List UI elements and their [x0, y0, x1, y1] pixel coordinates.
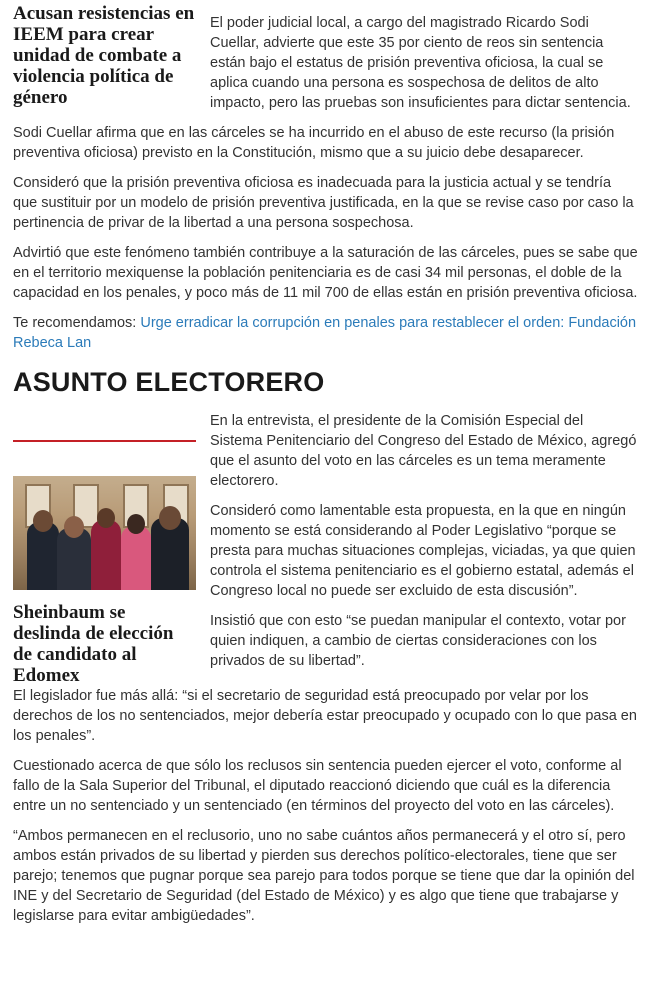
recommended-prefix: Te recomendamos: — [13, 315, 141, 331]
recommended-link-block — [0, 313, 651, 353]
accent-divider — [13, 440, 196, 442]
paragraph: El poder judicial local, a cargo del magistrado Ricardo Sodi Cuellar, advierte que este 35 por ciento de reos sin sentencia están bajo el estatus de prisión preventiva oficiosa, la cual se aplica cuando una persona es sospechosa de delitos de alto impacto, pero las pruebas son insuficientes para dictar sentencia. — [210, 15, 631, 111]
paragraph: Consideró como lamentable esta propuesta, en la que en ningún momento se está considerando al Poder Legislativo “porque se presta para muchas situaciones complejas, viciadas, ya que quien controla el sistema penitenciario es el gobierno estatal, además el Congreso local no puede ser excluido de esta discusión”. — [210, 503, 636, 599]
paragraph: Sodi Cuellar afirma que en las cárceles se ha incurrido en el abuso de este recurso (la prisión preventiva oficiosa) previsto en la Constitución, mismo que a su juicio debe desaparecer. — [13, 125, 615, 161]
paragraph: Insistió que con esto “se puedan manipular el contexto, votar por quien indiquen, a cambio de ciertas consideraciones con los privados de su libertad”. — [210, 613, 626, 669]
related-article-widget — [13, 3, 196, 108]
paragraph: El legislador fue más allá: “si el secretario de seguridad está preocupado por velar por los derechos de los no sentenciados, mejor debería estar preocupado y ocupado con lo que pasa en los penales”. — [13, 688, 637, 744]
paragraph: Advirtió que este fenómeno también contribuye a la saturación de las cárceles, pues se sabe que en el territorio mexiquense la población penitenciaria es de casi 34 mil personas, el doble de la capacidad en los penales, y poco más de 11 mil 700 de ellas están en prisión preventiva oficiosa. — [13, 245, 638, 301]
recommended-article-link[interactable]: Urge erradicar la corrupción en penales para restablecer el orden: Fundación Rebeca Lan — [13, 315, 637, 351]
related-article-title-link[interactable]: Sheinbaum se deslinda de elección de candidato al Edomex — [13, 602, 174, 686]
paragraph: En la entrevista, el presidente de la Comisión Especial del Sistema Penitenciario del Congreso del Estado de México, agregó que el asunto del voto en las cárceles es un tema meramente electorero. — [210, 413, 637, 489]
related-article-title-link[interactable]: Acusan resistencias en IEEM para crear unidad de combate a violencia política de género — [13, 3, 195, 108]
paragraph: Cuestionado acerca de que sólo los reclusos sin sentencia pueden ejercer el voto, conforme al fallo de la Sala Superior del Tribunal, el diputado reaccionó diciendo que cuál es la diferencia entre un no sentenciado y un sentenciado (en términos del proyecto del voto en las cárceles). — [13, 758, 622, 814]
section-heading: ASUNTO ELECTORERO — [13, 367, 325, 397]
related-article-widget — [13, 423, 196, 686]
related-article-thumbnail[interactable] — [13, 476, 196, 590]
paragraph: “Ambos permanecen en el reclusorio, uno no sabe cuántos años permanecerá y el otro sí, pero ambos están privados de su libertad y pierden sus derechos político-electorales, tiene que ser parejo; tenemos que pugnar porque sea parejo para todos porque se tiene que dar la opinión del INE y del Secretario de Seguridad (del Estado de México) y es algo que tiene que trabajarse y legislarse para evitar ambigüedades”. — [13, 828, 635, 924]
paragraph: Consideró que la prisión preventiva oficiosa es inadecuada para la justicia actual y se tendría que sustituir por un modelo de prisión preventiva justificada, en la que se revise caso por caso la pertinencia de privar de la libertad a una persona sospechosa. — [13, 175, 634, 231]
